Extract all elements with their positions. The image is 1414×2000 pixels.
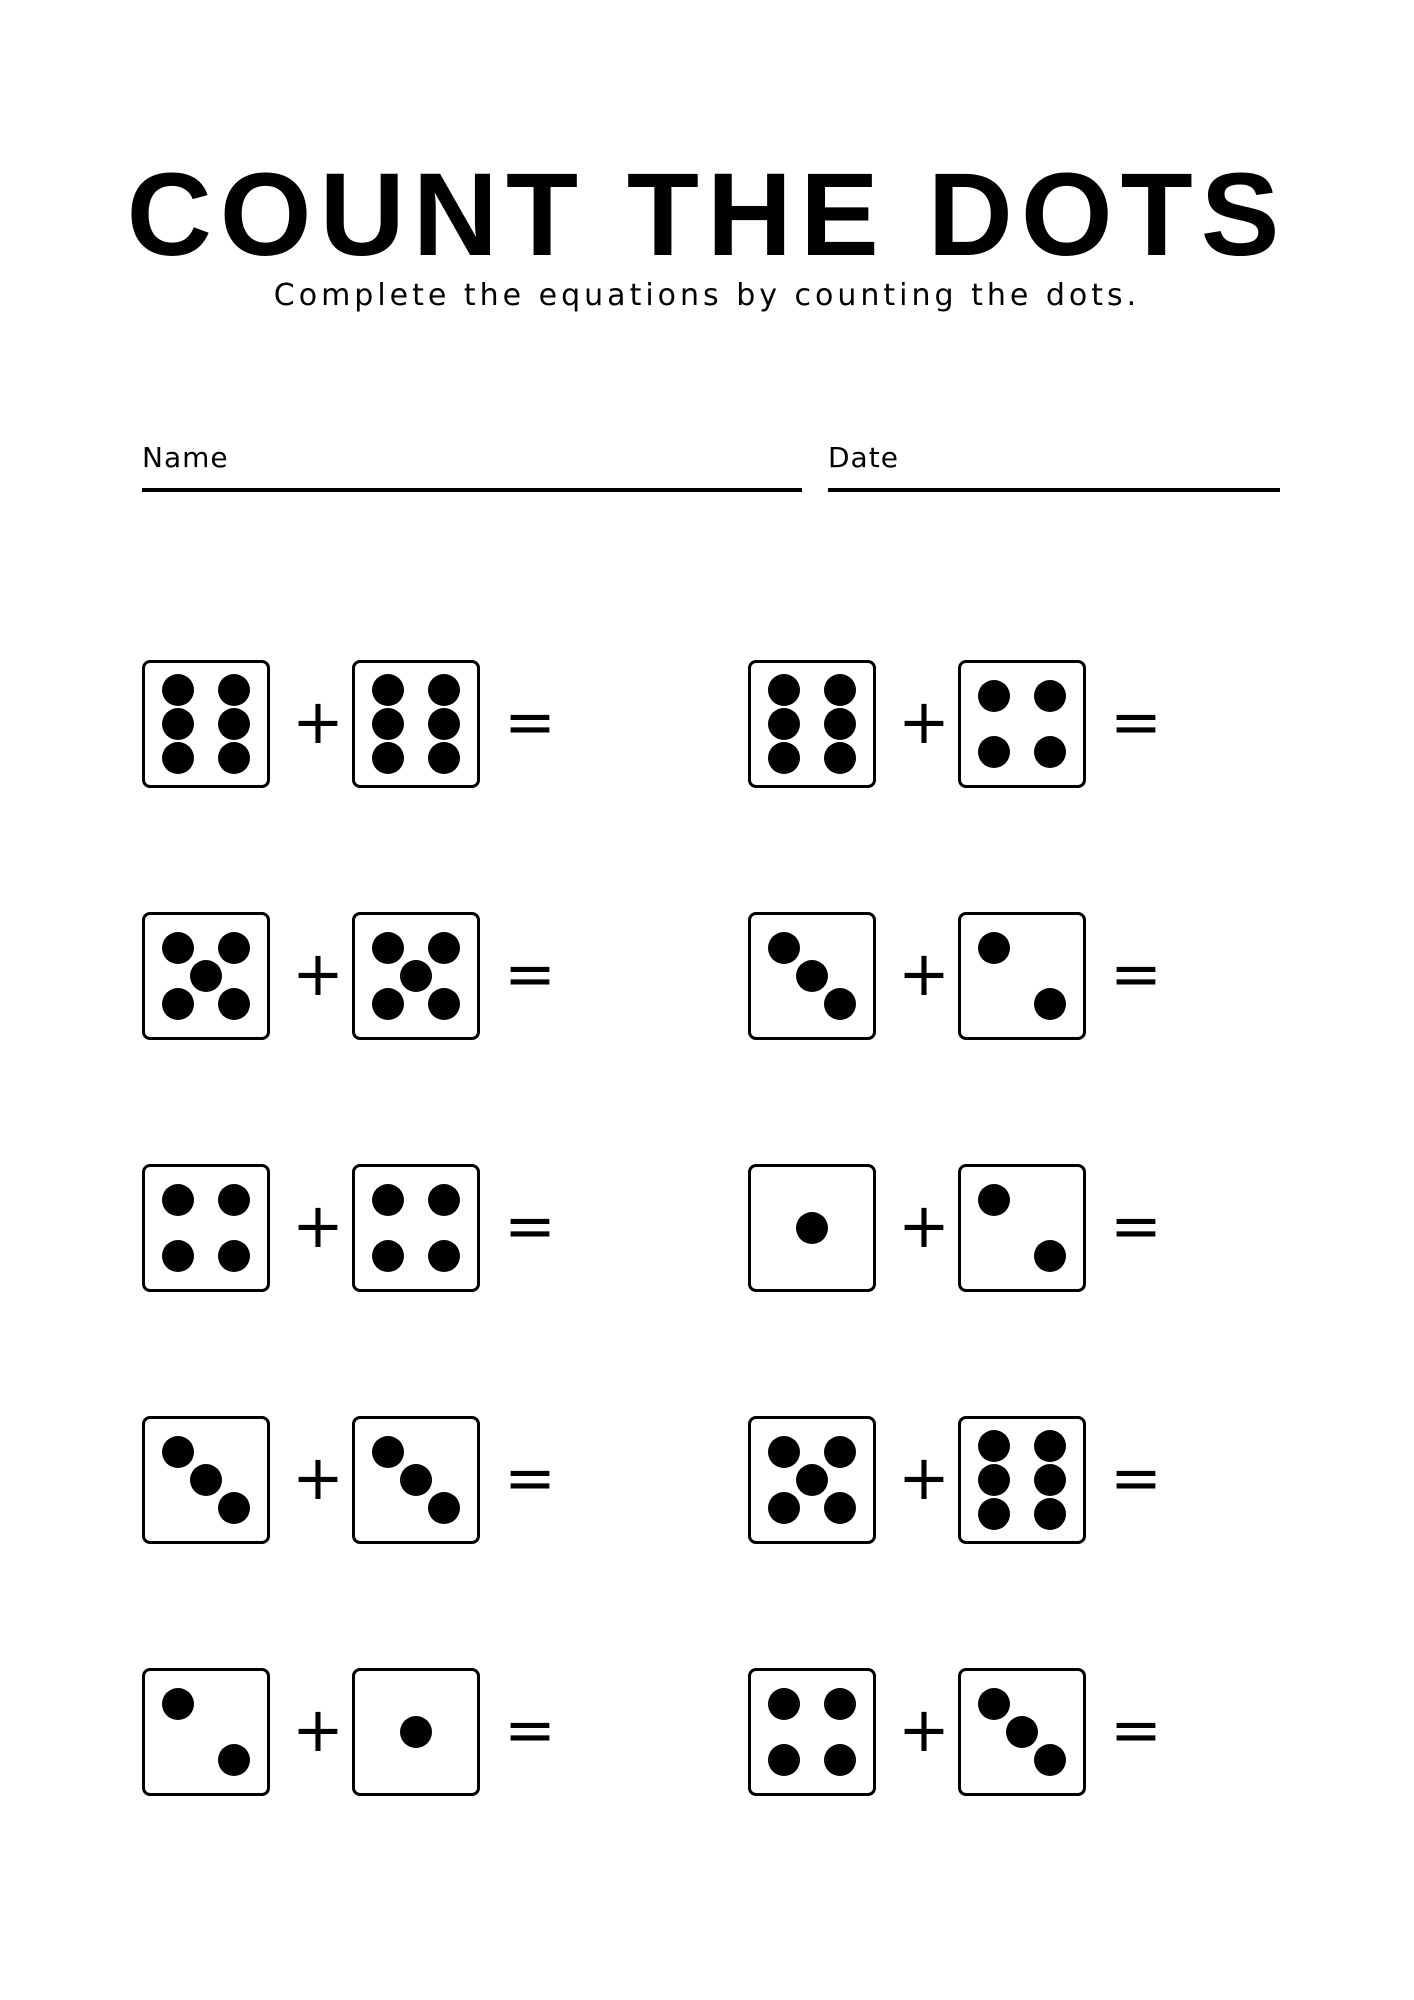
pip-dot <box>978 1430 1010 1462</box>
pip-dot <box>218 1184 250 1216</box>
pip-dot <box>372 1184 404 1216</box>
pip-dot <box>428 674 460 706</box>
pip-dot <box>824 674 856 706</box>
plus-sign: + <box>898 1693 950 1766</box>
pip-dot <box>768 932 800 964</box>
pip-dot <box>428 1240 460 1272</box>
die-face-4 <box>352 1164 480 1292</box>
plus-sign: + <box>898 1441 950 1514</box>
dice-equation <box>142 912 602 1046</box>
equals-sign: = <box>504 937 556 1010</box>
plus-sign: + <box>898 937 950 1010</box>
die-face-4 <box>142 1164 270 1292</box>
pip-dot <box>218 1744 250 1776</box>
die-face-3 <box>958 1668 1086 1796</box>
pip-dot <box>1034 736 1066 768</box>
pip-dot <box>428 708 460 740</box>
die-face-5 <box>352 912 480 1040</box>
plus-sign: + <box>292 685 344 758</box>
pip-dot <box>400 960 432 992</box>
pip-dot <box>372 932 404 964</box>
pip-dot <box>218 674 250 706</box>
pip-dot <box>824 1492 856 1524</box>
pip-dot <box>1034 680 1066 712</box>
name-field[interactable] <box>142 438 802 492</box>
pip-dot <box>1034 1498 1066 1530</box>
pip-dot <box>978 680 1010 712</box>
dice-equation <box>748 912 1208 1046</box>
pip-dot <box>1034 1430 1066 1462</box>
pip-dot <box>1034 1464 1066 1496</box>
equals-sign: = <box>504 685 556 758</box>
equals-sign: = <box>1110 937 1162 1010</box>
die-face-6 <box>958 1416 1086 1544</box>
die-face-2 <box>958 1164 1086 1292</box>
pip-dot <box>372 1436 404 1468</box>
pip-dot <box>1006 1716 1038 1748</box>
pip-dot <box>218 1240 250 1272</box>
pip-dot <box>162 1240 194 1272</box>
date-field[interactable] <box>828 438 1280 492</box>
pip-dot <box>978 736 1010 768</box>
pip-dot <box>162 708 194 740</box>
die-face-5 <box>142 912 270 1040</box>
pip-dot <box>190 1464 222 1496</box>
pip-dot <box>218 988 250 1020</box>
pip-dot <box>1034 988 1066 1020</box>
pip-dot <box>978 1498 1010 1530</box>
pip-dot <box>162 674 194 706</box>
pip-dot <box>1034 1744 1066 1776</box>
pip-dot <box>796 960 828 992</box>
page-subtitle: Complete the equations by counting the dots. <box>273 278 1141 313</box>
equals-sign: = <box>504 1693 556 1766</box>
pip-dot <box>824 708 856 740</box>
plus-sign: + <box>292 1693 344 1766</box>
plus-sign: + <box>292 1441 344 1514</box>
pip-dot <box>372 988 404 1020</box>
die-face-6 <box>142 660 270 788</box>
equals-sign: = <box>1110 1693 1162 1766</box>
pip-dot <box>768 1436 800 1468</box>
pip-dot <box>190 960 222 992</box>
equals-sign: = <box>504 1441 556 1514</box>
pip-dot <box>768 742 800 774</box>
dice-equation <box>748 1668 1208 1802</box>
dice-equation <box>748 660 1208 794</box>
die-face-4 <box>748 1668 876 1796</box>
pip-dot <box>796 1464 828 1496</box>
pip-dot <box>768 708 800 740</box>
plus-sign: + <box>898 1189 950 1262</box>
plus-sign: + <box>292 937 344 1010</box>
pip-dot <box>768 674 800 706</box>
equals-sign: = <box>504 1189 556 1262</box>
pip-dot <box>218 708 250 740</box>
die-face-6 <box>352 660 480 788</box>
pip-dot <box>824 1744 856 1776</box>
pip-dot <box>162 742 194 774</box>
equals-sign: = <box>1110 1189 1162 1262</box>
die-face-3 <box>142 1416 270 1544</box>
pip-dot <box>824 1436 856 1468</box>
pip-dot <box>162 988 194 1020</box>
plus-sign: + <box>292 1189 344 1262</box>
pip-dot <box>372 674 404 706</box>
pip-dot <box>978 1464 1010 1496</box>
pip-dot <box>428 932 460 964</box>
pip-dot <box>162 1436 194 1468</box>
pip-dot <box>218 1492 250 1524</box>
pip-dot <box>218 932 250 964</box>
die-face-1 <box>748 1164 876 1292</box>
pip-dot <box>162 1184 194 1216</box>
pip-dot <box>428 1492 460 1524</box>
pip-dot <box>372 742 404 774</box>
pip-dot <box>978 932 1010 964</box>
equals-sign: = <box>1110 1441 1162 1514</box>
die-face-5 <box>748 1416 876 1544</box>
pip-dot <box>428 988 460 1020</box>
die-face-3 <box>352 1416 480 1544</box>
pip-dot <box>428 1184 460 1216</box>
pip-dot <box>400 1464 432 1496</box>
pip-dot <box>1034 1240 1066 1272</box>
pip-dot <box>372 1240 404 1272</box>
dice-equation <box>142 1416 602 1550</box>
equals-sign: = <box>1110 685 1162 758</box>
pip-dot <box>162 932 194 964</box>
dice-equation <box>748 1164 1208 1298</box>
pip-dot <box>978 1688 1010 1720</box>
pip-dot <box>428 742 460 774</box>
pip-dot <box>824 742 856 774</box>
pip-dot <box>824 1688 856 1720</box>
pip-dot <box>768 1744 800 1776</box>
pip-dot <box>796 1212 828 1244</box>
page-title: COUNT THE DOTS <box>126 149 1288 281</box>
die-face-2 <box>958 912 1086 1040</box>
pip-dot <box>372 708 404 740</box>
pip-dot <box>768 1492 800 1524</box>
die-face-1 <box>352 1668 480 1796</box>
dice-equation <box>142 660 602 794</box>
name-label: Name <box>142 441 229 474</box>
pip-dot <box>978 1184 1010 1216</box>
pip-dot <box>218 742 250 774</box>
die-face-6 <box>748 660 876 788</box>
pip-dot <box>400 1716 432 1748</box>
die-face-3 <box>748 912 876 1040</box>
die-face-4 <box>958 660 1086 788</box>
die-face-2 <box>142 1668 270 1796</box>
plus-sign: + <box>898 685 950 758</box>
dice-equation <box>142 1164 602 1298</box>
pip-dot <box>768 1688 800 1720</box>
date-label: Date <box>828 441 899 474</box>
dice-equation <box>142 1668 602 1802</box>
pip-dot <box>162 1688 194 1720</box>
pip-dot <box>824 988 856 1020</box>
dice-equation <box>748 1416 1208 1550</box>
